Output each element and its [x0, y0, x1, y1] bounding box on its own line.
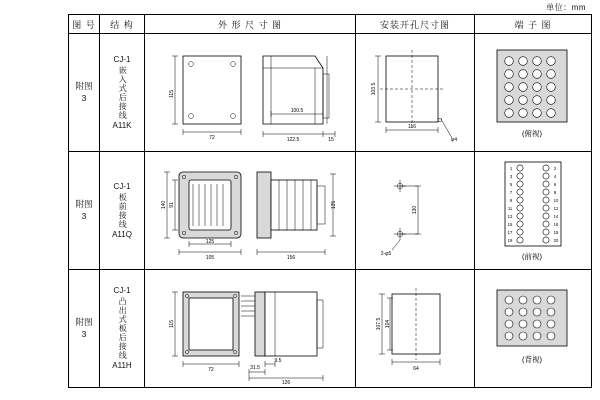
svg-text:130: 130	[412, 205, 418, 215]
svg-text:11: 11	[507, 206, 513, 211]
svg-text:2-φ5: 2-φ5	[380, 251, 392, 257]
terminal-caption-3: (背视)	[522, 355, 542, 364]
cell-mounting-3	[356, 270, 475, 388]
svg-text:4: 4	[553, 174, 557, 179]
structure-label-3: 凸出式板后接线	[118, 297, 128, 360]
svg-text:10: 10	[553, 198, 559, 203]
svg-text:116: 116	[408, 124, 416, 130]
tu-hao-line2: 3	[81, 328, 87, 339]
mounting-drawing-3	[356, 270, 472, 386]
terminal-caption-2: (前视)	[522, 252, 542, 261]
table-row	[69, 34, 592, 152]
outline-drawing-1	[145, 34, 353, 150]
svg-text:17: 17	[507, 230, 513, 235]
structure-label-1: 嵌入式后接线	[118, 65, 128, 120]
svg-text:5: 5	[509, 182, 513, 187]
header-terminal: 端 子 图	[475, 15, 592, 34]
svg-text:115: 115	[169, 90, 175, 98]
svg-text:31.5: 31.5	[250, 365, 260, 371]
svg-text:156: 156	[286, 255, 296, 261]
svg-text:16: 16	[553, 222, 559, 227]
svg-text:18: 18	[553, 230, 559, 235]
code-label-1: A11K	[112, 120, 132, 130]
tu-hao-line1: 附图	[75, 199, 93, 210]
svg-text:20: 20	[553, 238, 559, 243]
header-tu-hao: 图 号	[69, 15, 100, 34]
svg-text:2: 2	[553, 166, 557, 171]
mounting-drawing-2	[356, 152, 472, 268]
terminal-drawing-1	[475, 34, 589, 150]
header-outline: 外 形 尺 寸 图	[145, 15, 356, 34]
svg-text:72: 72	[208, 367, 214, 373]
mounting-drawing-1	[356, 34, 472, 150]
header-jie-gou: 结 构	[100, 15, 145, 34]
svg-text:135: 135	[331, 200, 337, 210]
cell-tu-hao-3	[69, 270, 100, 388]
cell-tu-hao-1	[69, 34, 100, 152]
svg-text:15: 15	[507, 222, 513, 227]
tu-hao-line1: 附图	[75, 317, 93, 328]
code-label-3: A11H	[112, 361, 132, 370]
terminal-drawing-2	[475, 152, 589, 268]
cell-outline-3	[145, 270, 356, 388]
cell-terminal-2	[475, 152, 592, 270]
svg-text:6: 6	[553, 182, 557, 187]
svg-text:107.5: 107.5	[376, 317, 382, 331]
model-label-2: CJ-1	[113, 181, 131, 191]
cell-structure-3	[100, 270, 145, 388]
svg-text:122.5: 122.5	[286, 137, 300, 143]
cell-terminal-1	[475, 34, 592, 152]
svg-text:8: 8	[553, 190, 557, 195]
svg-text:9.5: 9.5	[274, 358, 282, 364]
spec-table	[68, 14, 592, 388]
tu-hao-line2: 3	[81, 210, 87, 221]
table-header-row	[69, 15, 592, 34]
svg-text:105: 105	[205, 255, 215, 261]
svg-text:103.5: 103.5	[371, 82, 377, 96]
cell-outline-2	[145, 152, 356, 270]
svg-text:115: 115	[169, 320, 175, 328]
cell-mounting-2	[356, 152, 475, 270]
svg-text:15: 15	[328, 137, 334, 143]
table-row	[69, 152, 592, 270]
outline-drawing-3	[145, 270, 353, 386]
svg-text:91: 91	[169, 202, 175, 208]
cell-outline-1	[145, 34, 356, 152]
svg-text:13: 13	[507, 214, 513, 219]
terminal-drawing-3	[475, 270, 589, 386]
svg-text:64: 64	[413, 366, 419, 372]
model-label-3: CJ-1	[113, 286, 131, 296]
svg-text:126: 126	[281, 380, 291, 386]
cell-tu-hao-2	[69, 152, 100, 270]
svg-text:125: 125	[205, 239, 215, 245]
cell-structure-1	[100, 34, 145, 152]
tu-hao-line2: 3	[81, 92, 87, 103]
svg-text:104: 104	[385, 319, 391, 329]
svg-text:100.5: 100.5	[290, 108, 304, 114]
svg-text:140: 140	[161, 200, 167, 210]
cell-terminal-3	[475, 270, 592, 388]
model-label-1: CJ-1	[113, 54, 131, 64]
svg-text:φ4: φ4	[450, 137, 458, 143]
structure-label-2: 板前接线	[118, 192, 128, 229]
svg-text:9: 9	[509, 198, 513, 203]
svg-text:19: 19	[507, 238, 513, 243]
svg-text:14: 14	[553, 214, 559, 219]
outline-drawing-2	[145, 152, 353, 268]
code-label-2: A11Q	[112, 229, 132, 239]
svg-text:72: 72	[209, 135, 215, 141]
table-row	[69, 270, 592, 388]
svg-text:1: 1	[509, 166, 513, 171]
tu-hao-line1: 附图	[75, 81, 93, 92]
svg-text:3: 3	[509, 174, 513, 179]
cell-mounting-1	[356, 34, 475, 152]
svg-text:7: 7	[509, 190, 513, 195]
terminal-caption-1: (俯视)	[522, 129, 542, 138]
cell-structure-2	[100, 152, 145, 270]
unit-note: 单位：mm	[546, 3, 586, 12]
header-mounting: 安装开孔尺寸图	[356, 15, 475, 34]
svg-text:12: 12	[553, 206, 559, 211]
